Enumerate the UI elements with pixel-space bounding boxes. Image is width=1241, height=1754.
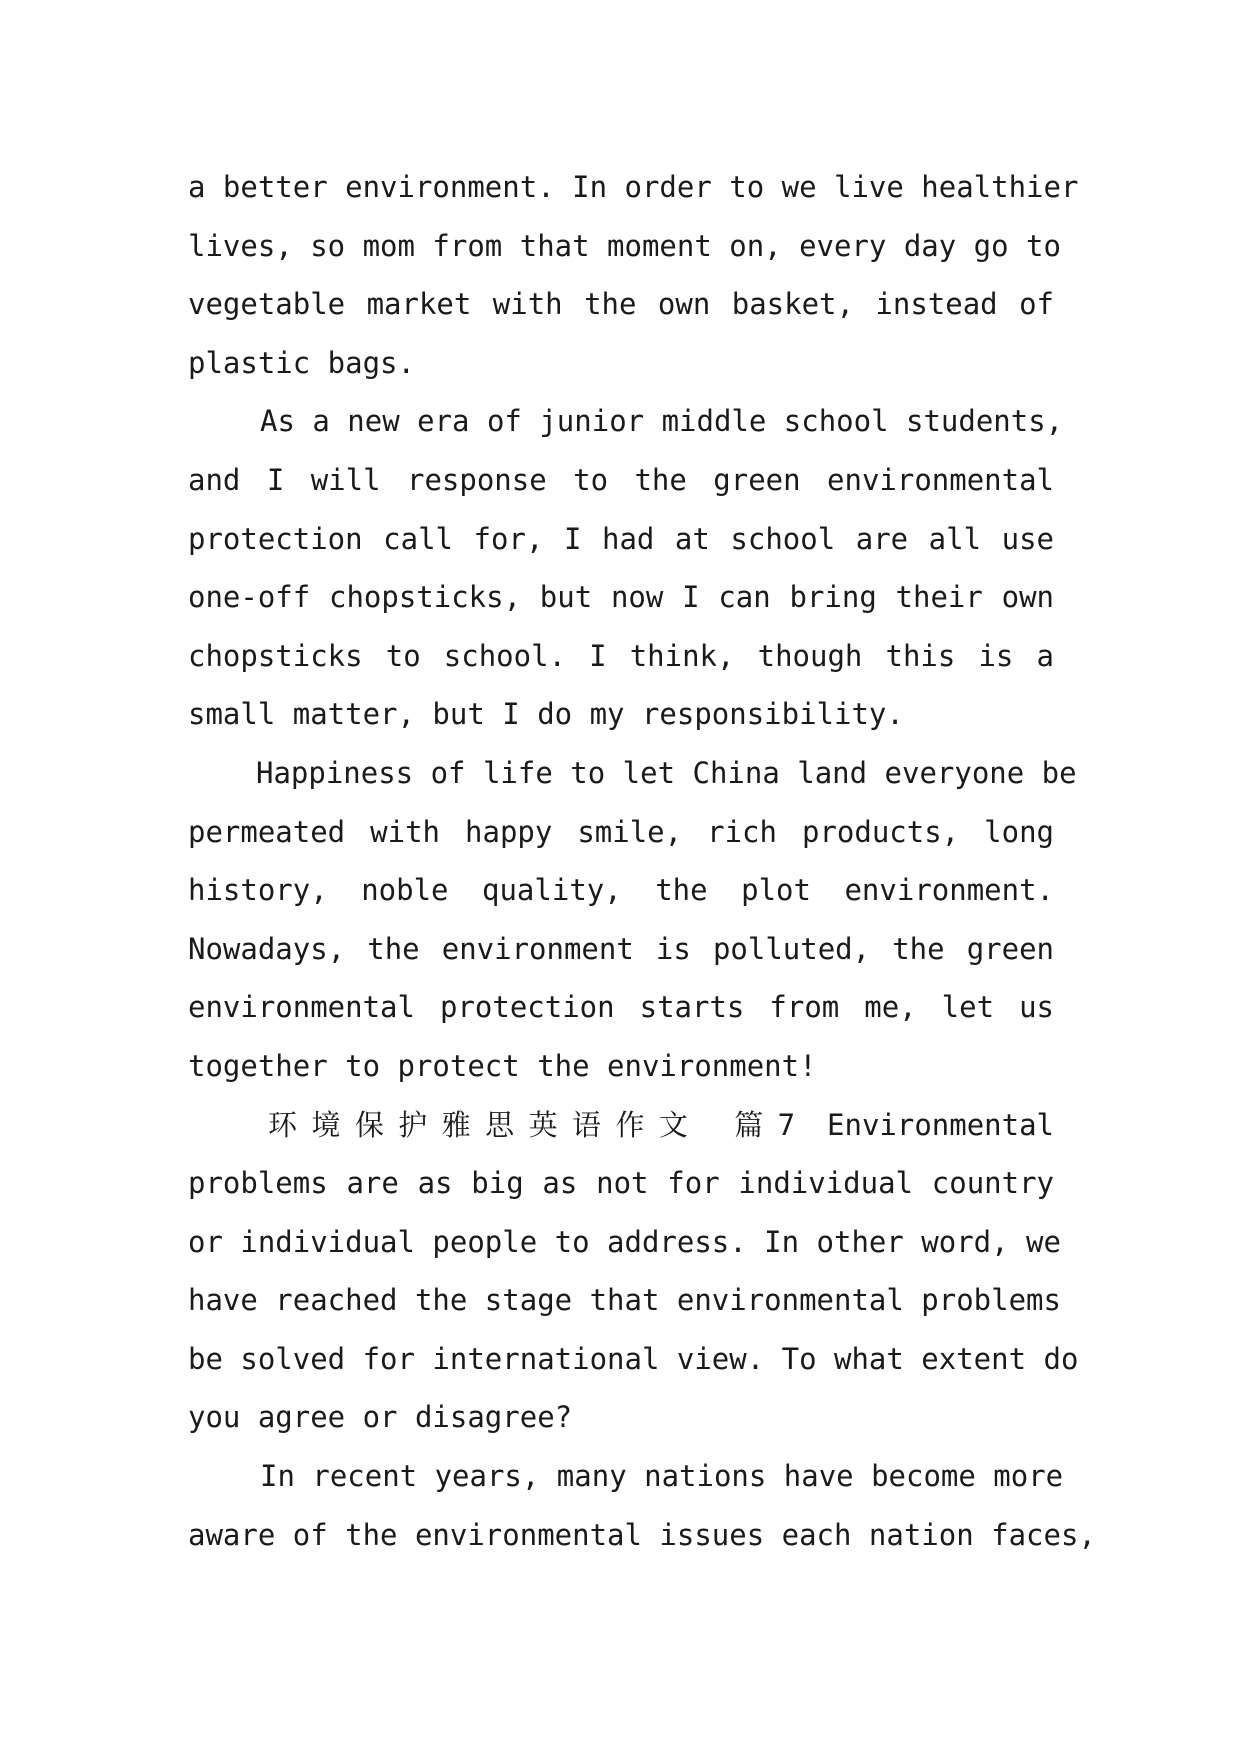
- text-line: one-off chopsticks, but now I can bring their own: [188, 580, 1054, 615]
- section-heading-line: 环境保护雅思英语作文 篇7 Environmental: [268, 1107, 1054, 1142]
- text-line: Nowadays, the environment is polluted, the green: [188, 931, 1054, 966]
- text-line: vegetable market with the own basket, instead of: [188, 287, 1054, 322]
- text-line: problems are as big as not for individual country: [188, 1166, 1054, 1201]
- text-line: lives, so mom from that moment on, every day go to: [188, 228, 1061, 263]
- text-line: permeated with happy smile, rich products, long: [188, 814, 1054, 849]
- text-line: plastic bags.: [188, 345, 415, 380]
- text-line: small matter, but I do my responsibility.: [188, 697, 904, 732]
- text-line: a better environment. In order to we live healthier: [188, 170, 1079, 204]
- text-line: environmental protection starts from me, let us: [188, 990, 1054, 1025]
- text-line: chopsticks to school. I think, though this is a: [188, 638, 1054, 673]
- text-line: or individual people to address. In other word, we: [188, 1224, 1061, 1259]
- paragraph-start-line: As a new era of junior middle school students,: [260, 404, 1064, 439]
- text-line: aware of the environmental issues each nation faces,: [188, 1517, 1096, 1552]
- text-line: you agree or disagree?: [188, 1400, 573, 1435]
- paragraph-start-line: In recent years, many nations have become more: [260, 1459, 1064, 1494]
- text-line: together to protect the environment!: [188, 1048, 817, 1083]
- text-line: history, noble quality, the plot environment.: [188, 873, 1054, 908]
- text-line: be solved for international view. To what extent do: [188, 1341, 1079, 1376]
- text-line: and I will response to the green environmental: [188, 462, 1054, 497]
- text-line: protection call for, I had at school are all use: [188, 521, 1054, 556]
- essay-body: [188, 158, 1096, 1564]
- paragraph-start-line: Happiness of life to let China land everyone be: [256, 755, 1077, 790]
- text-line: have reached the stage that environmental problems: [188, 1283, 1061, 1318]
